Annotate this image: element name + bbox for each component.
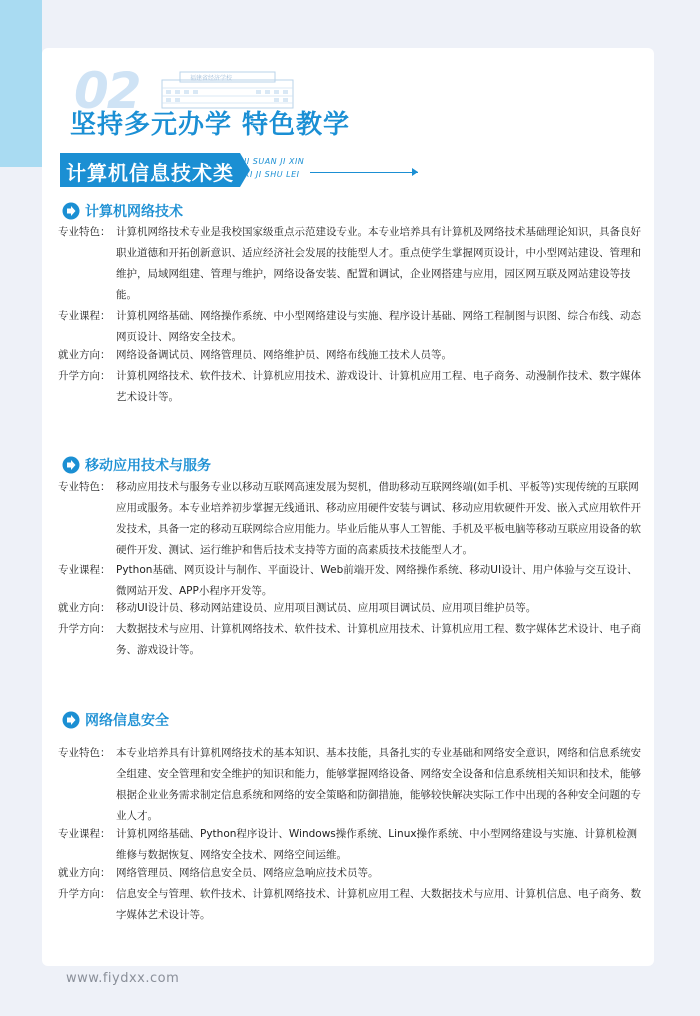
entry-label: 专业特色：	[58, 226, 111, 238]
footer-website-url: www.fiydxx.com	[66, 971, 180, 986]
entry-text: 计算机网络基础、Python程序设计、Windows操作系统、Linux操作系统、中小型网络建设与实施、计算机检测维修与数据恢复、网络安全技术、网络空间运维。	[116, 828, 638, 861]
entry-courses	[58, 824, 642, 866]
section-heading-network	[62, 201, 183, 221]
entry-text: 本专业培养具有计算机网络技术的基本知识、基本技能，具备扎实的专业基础和网络安全意识，网络和信息系统安全组建、安全管理和安全维护的知识和能力，能够掌握网络设备、网络安全设备和信息系统相关知识和技术，能够根据企业业务需求制定信息系统和网络的安全策略和防御措施，能够较快解决实际工作中出现的各种安全问题的专业人才。	[116, 747, 641, 822]
category-pinyin	[244, 155, 304, 181]
entry-label: 专业特色：	[58, 747, 111, 759]
arrow-circle-icon	[62, 202, 80, 220]
entry-jobs	[58, 863, 642, 884]
building-sign: 福建省经济学校	[190, 75, 233, 82]
entry-further-study	[58, 619, 642, 661]
entry-text: Python基础、网页设计与制作、平面设计、Web前端开发、网络操作系统、移动UI设计、用户体验与交互设计、微网站开发、APP小程序开发等。	[116, 564, 638, 597]
arrow-right-icon	[412, 168, 418, 176]
entry-text: 大数据技术与应用、计算机网络技术、软件技术、计算机应用技术、计算机应用工程、数字媒体艺术设计、电子商务、游戏设计等。	[116, 623, 641, 656]
entry-text: 计算机网络技术、软件技术、计算机应用技术、游戏设计、计算机应用工程、电子商务、动漫制作技术、数字媒体艺术设计等。	[116, 370, 641, 403]
entry-label: 专业课程：	[58, 828, 111, 840]
entry-feature	[58, 477, 642, 561]
entry-courses	[58, 560, 642, 602]
entry-label: 就业方向：	[58, 867, 111, 879]
pinyin-line-2: XI JI SHU LEI	[244, 170, 300, 179]
entry-label: 升学方向：	[58, 370, 111, 382]
arrow-circle-icon	[62, 711, 80, 729]
entry-jobs	[58, 345, 642, 366]
entry-text: 计算机网络技术专业是我校国家级重点示范建设专业。本专业培养具有计算机及网络技术基础理论知识，具备良好职业道德和开拓创新意识、适应经济社会发展的技能型人才。重点使学生掌握网页设计，中小型网站建设、管理和维护，局域网组建、管理与维护，网络设备安装、配置和调试，企业网搭建与应用，园区网互联及网站建设等技能。	[116, 226, 641, 301]
chapter-number: 02	[74, 62, 140, 120]
section-title: 计算机网络技术	[85, 204, 183, 220]
section-heading-mobile	[62, 455, 211, 475]
entry-courses	[58, 306, 642, 348]
entry-label: 升学方向：	[58, 888, 111, 900]
entry-feature	[58, 222, 642, 306]
entry-text: 移动应用技术与服务专业以移动互联网高速发展为契机，借助移动互联网终端(如手机、平板等)实现传统的互联网应用或服务。本专业培养初步掌握无线通讯、移动应用硬件安装与调试、移动应用软硬件开发、嵌入式应用软件开发技术，具备一定的移动互联网综合应用能力。毕业后能从事人工智能、手机及平板电脑等移动互联应用设备的软硬件开发、测试、运行维护和售后技术支持等方面的高素质技术技能型人才。	[116, 481, 641, 556]
pinyin-line-1: JI SUAN JI XIN	[244, 157, 305, 166]
entry-label: 就业方向：	[58, 602, 111, 614]
entry-label: 专业特色：	[58, 481, 111, 493]
entry-further-study	[58, 884, 642, 926]
entry-label: 专业课程：	[58, 564, 111, 576]
entry-text: 计算机网络基础、网络操作系统、中小型网络建设与实施、程序设计基础、网络工程制图与识图、综合布线、动态网页设计、网络安全技术。	[116, 310, 641, 343]
banner-rule	[310, 172, 418, 173]
entry-jobs	[58, 598, 642, 619]
entry-further-study	[58, 366, 642, 408]
section-heading-security	[62, 710, 169, 730]
section-title: 移动应用技术与服务	[85, 458, 211, 474]
entry-label: 升学方向：	[58, 623, 111, 635]
category-banner	[60, 153, 240, 187]
section-title: 网络信息安全	[85, 713, 169, 729]
chapter-title: 坚持多元办学 特色教学	[70, 110, 351, 140]
arrow-circle-icon	[62, 456, 80, 474]
entry-text: 网络设备调试员、网络管理员、网络维护员、网络布线施工技术人员等。	[116, 349, 452, 361]
entry-text: 移动UI设计员、移动网站建设员、应用项目测试员、应用项目调试员、应用项目维护员等。	[116, 602, 537, 614]
entry-text: 网络管理员、网络信息安全员、网络应急响应技术员等。	[116, 867, 379, 879]
entry-feature	[58, 743, 642, 827]
corner-accent	[0, 0, 42, 167]
entry-label: 就业方向：	[58, 349, 111, 361]
entry-text: 信息安全与管理、软件技术、计算机网络技术、计算机应用工程、大数据技术与应用、计算机信息、电子商务、数字媒体艺术设计等。	[116, 888, 641, 921]
category-title: 计算机信息技术类	[66, 161, 234, 185]
entry-label: 专业课程：	[58, 310, 111, 322]
